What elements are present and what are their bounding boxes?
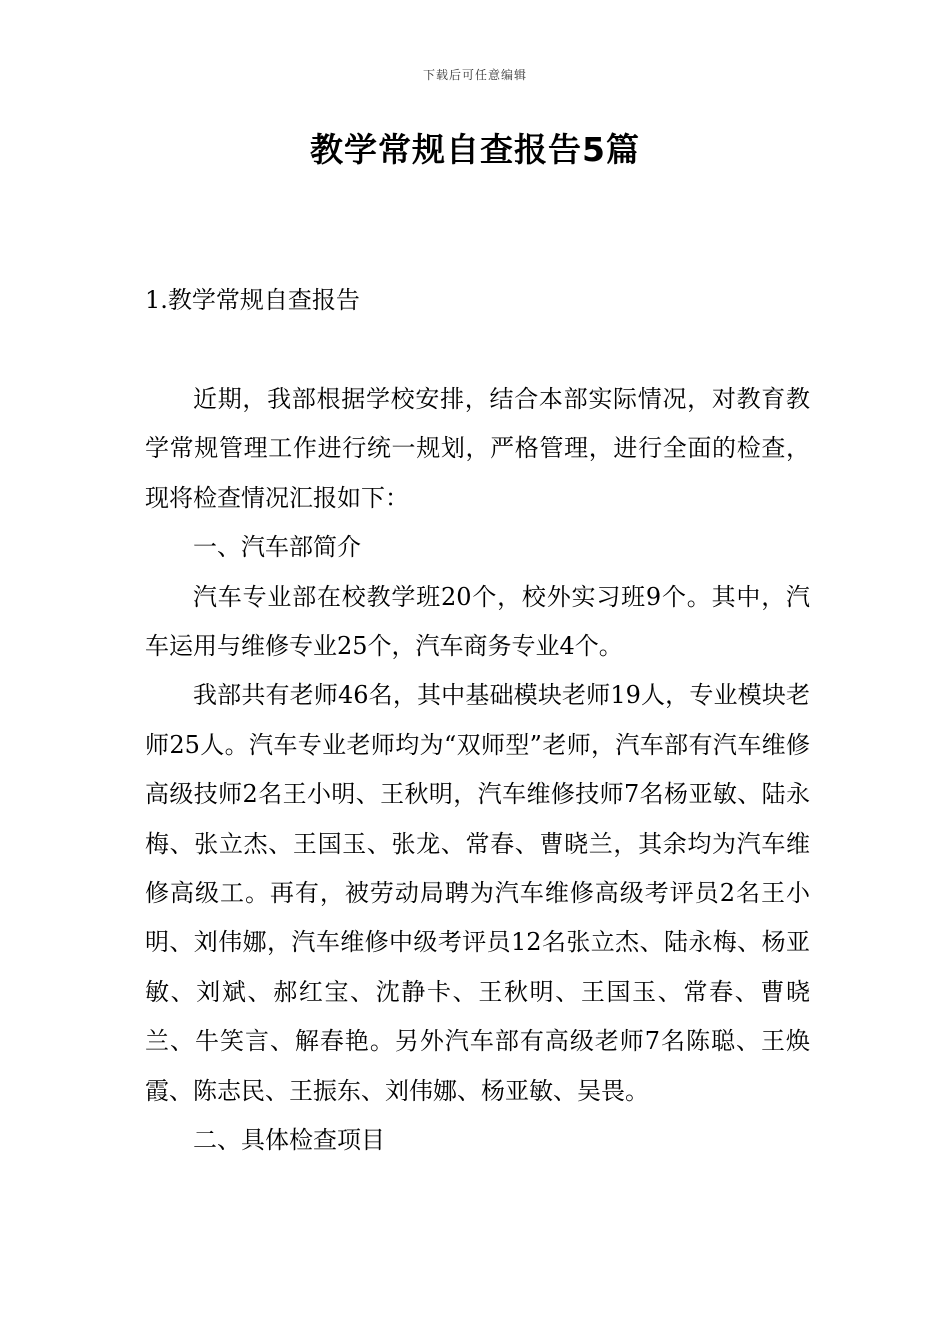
paragraph-classes: 汽车专业部在校教学班20个，校外实习班9个。其中，汽车运用与维修专业25个，汽车商务专业4个。 <box>145 582 810 661</box>
header-note: 下载后可任意编辑 <box>422 68 527 82</box>
document-title: 教学常规自查报告5篇 <box>310 130 640 169</box>
section-title: 1.教学常规自查报告 <box>145 286 360 314</box>
paragraph-teachers: 我部共有老师46名，其中基础模块老师19人，专业模块老师25人。汽车专业老师均为“双师型”老师，汽车部有汽车维修高级技师2名王小明、王秋明，汽车维修技师7名杨亚敏、陆永梅、张立杰、王国玉、张龙、常春、曹晓兰，其余均为汽车维修高级工。再有，被劳动局聘为汽车维修高级考评员2名王小明、刘伟娜，汽车维修中级考评员12名张立杰、陆永梅、杨亚敏、刘斌、郝红宝、沈静卡、王秋明、王国玉、常春、曹晓兰、牛笑言、解春艳。另外汽车部有高级老师7名陈聪、王焕霞、陈志民、王振东、刘伟娜、杨亚敏、吴畏。 <box>145 681 810 1105</box>
document-body <box>145 375 810 1166</box>
paragraph-intro: 近期，我部根据学校安排，结合本部实际情况，对教育教学常规管理工作进行统一规划，严格管理，进行全面的检查，现将检查情况汇报如下： <box>145 385 810 512</box>
heading-inspection-items: 二、具体检查项目 <box>193 1126 385 1155</box>
heading-department-intro: 一、汽车部简介 <box>193 533 361 562</box>
